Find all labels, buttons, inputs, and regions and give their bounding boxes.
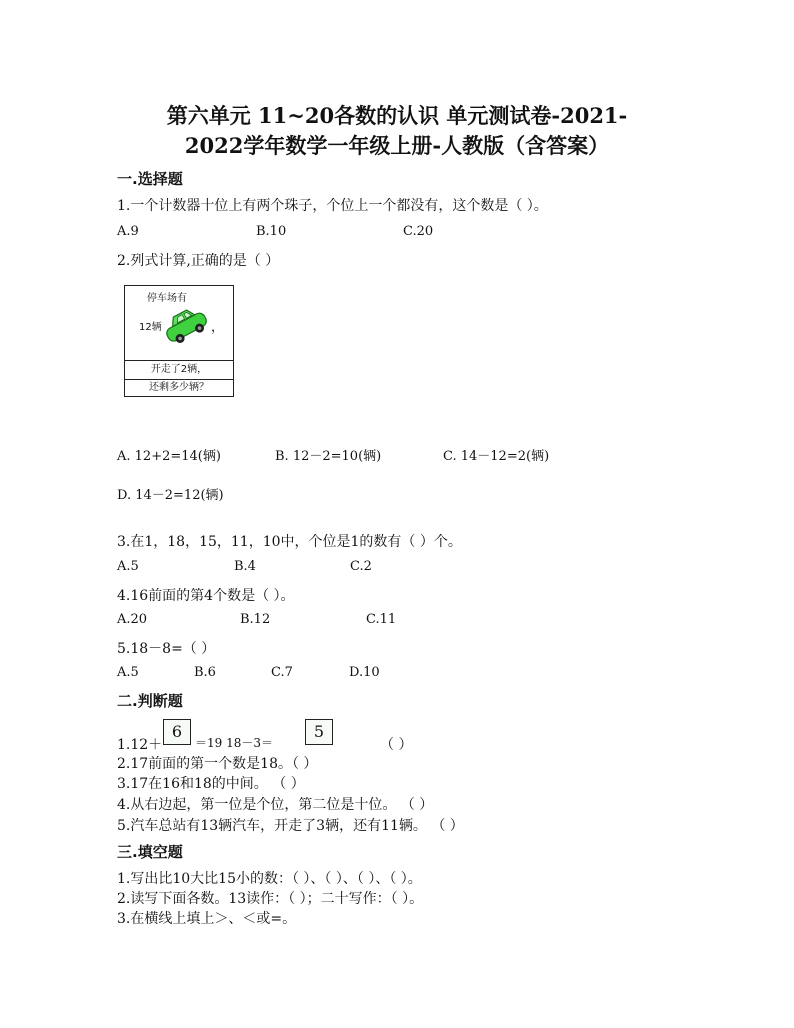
- q4-option-a: A.20: [117, 612, 148, 627]
- figure-comma: ，: [211, 320, 225, 335]
- number-box-5: 5: [305, 719, 333, 745]
- figure-row-remaining: 还剩多少辆？: [149, 382, 209, 393]
- judge-q2: 2.17前面的第一个数是18。（ ）: [117, 756, 318, 772]
- question-5: 5.18－8=（ ）: [117, 641, 216, 657]
- judge-q1-paren: （ ）: [380, 737, 413, 753]
- judge-q5: 5.汽车总站有13辆汽车，开走了3辆，还有11辆。 （ ）: [117, 818, 464, 834]
- q2-option-d: D. 14－2=12(辆): [117, 488, 224, 503]
- q3-option-c: C.2: [350, 559, 372, 574]
- fill-q3: 3.在横线上填上＞、＜或=。: [117, 911, 297, 927]
- q4-option-b: B.12: [240, 612, 271, 627]
- doc-title-line1: 第六单元 11~20各数的认识 单元测试卷-2021-: [166, 103, 628, 128]
- question-4: 4.16前面的第4个数是（ ）。: [117, 588, 295, 604]
- section-heading-fill-blank: 三.填空题: [117, 843, 183, 861]
- q5-option-d: D.10: [349, 665, 380, 680]
- q1-option-c: C.20: [403, 224, 434, 239]
- q2-option-c: C. 14－12=2(辆): [443, 449, 550, 464]
- judge-q4: 4.从右边起，第一位是个位，第二位是十位。 （ ）: [117, 797, 434, 813]
- section-heading-judgment: 二.判断题: [117, 692, 183, 710]
- q1-option-a: A.9: [117, 224, 139, 239]
- q5-option-c: C.7: [271, 665, 293, 680]
- figure-row-drove-away: 开走了2辆，: [125, 361, 233, 380]
- fill-q2: 2.读写下面各数。13读作：（ ）；二十写作：（ ）。: [117, 891, 424, 907]
- q4-option-c: C.11: [366, 612, 397, 627]
- parking-lot-figure: [124, 285, 234, 397]
- number-box-6: 6: [163, 719, 191, 745]
- fill-q1: 1.写出比10大比15小的数：（ ）、（ ）、（ ）、（ ）。: [117, 871, 422, 887]
- question-2: 2.列式计算,正确的是（ ）: [117, 253, 280, 269]
- car-icon: [163, 306, 211, 350]
- judge-q1-prefix: 1.12＋: [117, 737, 163, 753]
- judge-q3: 3.17在16和18的中间。 （ ）: [117, 776, 305, 792]
- q2-option-b: B. 12－2=10(辆): [275, 449, 382, 464]
- figure-top-text: 停车场有: [147, 293, 187, 304]
- q1-option-b: B.10: [256, 224, 287, 239]
- doc-title-line2: 2022学年数学一年级上册-人教版（含答案）: [184, 133, 610, 158]
- q3-option-b: B.4: [234, 559, 256, 574]
- q5-option-b: B.6: [194, 665, 216, 680]
- q2-option-a: A. 12+2=14(辆): [117, 449, 221, 464]
- section-heading-choice: 一.选择题: [117, 170, 183, 188]
- question-1: 1.一个计数器十位上有两个珠子，个位上一个都没有，这个数是（ ）。: [117, 198, 548, 214]
- q3-option-a: A.5: [117, 559, 139, 574]
- judge-q1-middle: ＝19 18－3＝: [195, 736, 273, 750]
- question-3: 3.在1，18，15，11，10中，个位是1的数有（ ）个。: [117, 534, 462, 550]
- q5-option-a: A.5: [117, 665, 139, 680]
- figure-left-text: 12辆: [139, 322, 162, 333]
